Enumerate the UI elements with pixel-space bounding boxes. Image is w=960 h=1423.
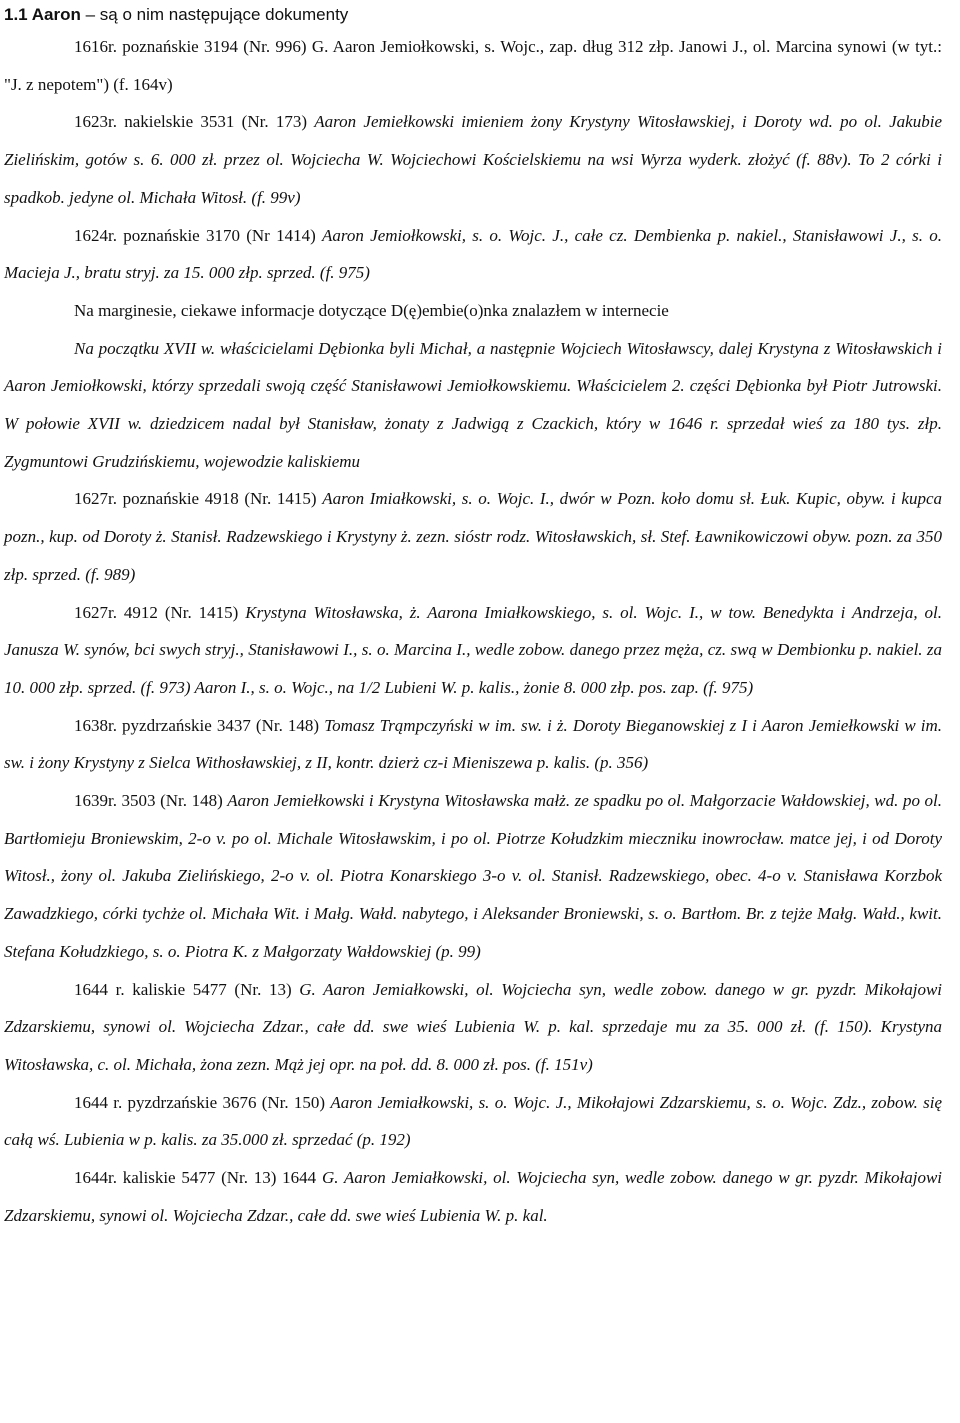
entry-text: Na marginesie, ciekawe informacje dotyczące D(ę)embie(o)nka znalazłem w internecie: [74, 300, 669, 320]
heading-rest: – są o nim następujące dokumenty: [85, 5, 349, 24]
entry-text: 1644r. kaliskie 5477 (Nr. 13) 1644: [74, 1168, 322, 1188]
entry-text: 1644 r. kaliskie 5477 (Nr. 13): [74, 979, 300, 999]
section-heading: [4, 2, 942, 28]
entry-italic-text: Tomasz Trąmpczyński w im. sw. i ż. Doroty Bieganowskiej z I i Aaron Jemiełkowski w im. sw. i żony Krystyny z Sielca Withosławskiej, z II, kontr. dzierż cz-i Mieniszewa p. kalis. (p. 356): [4, 715, 943, 773]
entry-text: 1624r. poznańskie 3170 (Nr 1414): [74, 225, 323, 245]
entry-text: 1639r. 3503 (Nr. 148): [74, 791, 228, 811]
entry-text: 1623r. nakielskie 3531 (Nr. 173): [74, 112, 315, 132]
heading-name: Aaron: [31, 5, 81, 24]
entry-italic-text: Na początku XVII w. właścicielami Dębionka byli Michał, a następnie Wojciech Witosławscy, dalej Krystyna z Witosławskich i Aaron Jemiołkowski, którzy sprzedali swoją część Stanisławowi Jemiołkowskiemu. Właścicielem 2. części Dębionka był Piotr Jutrowski. W połowie XVII w. dziedzicem nadal był Stanisław, żonaty z Jadwigą z Czackich, który w 1646 r. sprzedał wieś za 180 tys. złp. Zygmuntowi Grudzińskiemu, wojewodzie kaliskiemu: [4, 338, 942, 471]
document-entry: [4, 594, 942, 707]
entry-text: 1644 r. pyzdrzańskie 3676 (Nr. 150): [74, 1092, 331, 1112]
entry-italic-text: Aaron Jemiełkowski i Krystyna Witosławska małż. ze spadku po ol. Małgorzacie Wałdowskiej, wd. po ol. Bartłomieju Broniewskim, 2-o v. po ol. Michale Witosławskim, i po ol. Piotrze Kołudzkim mieczniku inowrocław. matce jej, i od Doroty Witosł., żony ol. Jakuba Zielińskiego, 2-o v. ol. Piotra Konarskiego 3-o v. ol. Stanisł. Radzewskiego, obec. 4-o v. Stanisława Korzbok Zawadzkiego, córki tychże ol. Michała Wit. i Małg. Wałd. nabytego, i Aleksander Broniewski, s. o. Bartłom. Br. z tejże Małg. Wałd., kwit. Stefana Kołudzkiego, s. o. Piotra K. z Małgorzaty Wałdowskiej (p. 99): [4, 791, 942, 961]
entry-text: 1627r. 4912 (Nr. 1415): [74, 602, 246, 622]
document-entry: [4, 480, 942, 593]
entry-italic-text: Krystyna Witosławska, ż. Aarona Imiałkowskiego, s. ol. Wojc. I., w tow. Benedykta i Andrzeja, ol. Janusza W. synów, bci swych stryj., Stanisławowi I., s. o. Marcina I., wedle zobow. danego przez męża, cz. swą w Dembionku p. nakiel. za 10. 000 złp. sprzed. (f. 973) Aaron I., s. o. Wojc., na 1/2 Lubieni W. p. kalis., żonie 8. 000 złp. pos. zap. (f. 975): [4, 602, 943, 697]
entry-italic-text: Aaron Jemiołkowski, s. o. Wojc. J., całe cz. Dembienka p. nakiel., Stanisławowi J., s. o. Macieja J., bratu stryj. za 15. 000 złp. sprzed. (f. 975): [4, 225, 942, 283]
heading-number: 1.1: [4, 5, 28, 24]
document-entry: [4, 217, 942, 292]
document-entry: [4, 103, 942, 216]
document-entry: [4, 292, 942, 330]
document-entry: [4, 28, 942, 103]
entry-text: 1616r. poznańskie 3194 (Nr. 996) G. Aaron Jemiołkowski, s. Wojc., zap. dług 312 złp. Janowi J., ol. Marcina synowi (w tyt.: "J. z nepotem") (f. 164v): [4, 37, 942, 94]
entry-text: 1627r. poznańskie 4918 (Nr. 1415): [74, 489, 323, 509]
document-entry: [4, 1084, 942, 1159]
document-entry: [4, 1159, 942, 1234]
document-entry: [4, 707, 942, 782]
entry-italic-text: Aaron Imiałkowski, s. o. Wojc. I., dwór w Pozn. koło domu sł. Łuk. Kupic, obyw. i kupca pozn., kup. od Doroty ż. Stanisł. Radzewskiego i Krystyny ż. zezn. sióstr rodz. Witosławskich, sł. Stef. Ławnikowiczowi obyw. pozn. za 350 złp. sprzed. (f. 989): [4, 489, 942, 584]
entry-italic-text: G. Aaron Jemiałkowski, ol. Wojciecha syn, wedle zobow. danego w gr. pyzdr. Mikołajowi Zdzarskiemu, synowi ol. Wojciecha Zdzar., całe dd. swe wieś Lubienia W. p. kal. sprzedaje mu za 35. 000 zł. (f. 150). Krystyna Witosławska, c. ol. Michała, żona zezn. Mąż jej opr. na poł. dd. 8. 000 zł. pos. (f. 151v): [4, 979, 943, 1074]
entry-italic-text: G. Aaron Jemiałkowski, ol. Wojciecha syn, wedle zobow. danego w gr. pyzdr. Mikołajowi Zdzarskiemu, synowi ol. Wojciecha Zdzar., całe dd. swe wieś Lubienia W. p. kal.: [4, 1168, 942, 1225]
entry-italic-text: Aaron Jemiałkowski, s. o. Wojc. J., Mikołajowi Zdzarskiemu, s. o. Wojc. Zdz., zobow. się całą wś. Lubienia w p. kalis. za 35.000 zł. sprzedać (p. 192): [4, 1092, 942, 1150]
document-entries: [4, 28, 942, 1235]
document-entry: [4, 330, 942, 481]
document-entry: [4, 971, 942, 1084]
entry-text: 1638r. pyzdrzańskie 3437 (Nr. 148): [74, 715, 325, 735]
entry-italic-text: Aaron Jemiełkowski imieniem żony Krystyny Witosławskiej, i Doroty wd. po ol. Jakubie Zielińskim, gotów s. 6. 000 zł. przez ol. Wojciecha W. Wojciechowi Kościelskiemu na wsi Wyrza wyderk. złożyć (f. 88v). To 2 córki i spadkob. jedyne ol. Michała Witosł. (f. 99v): [4, 112, 942, 207]
document-entry: [4, 782, 942, 971]
